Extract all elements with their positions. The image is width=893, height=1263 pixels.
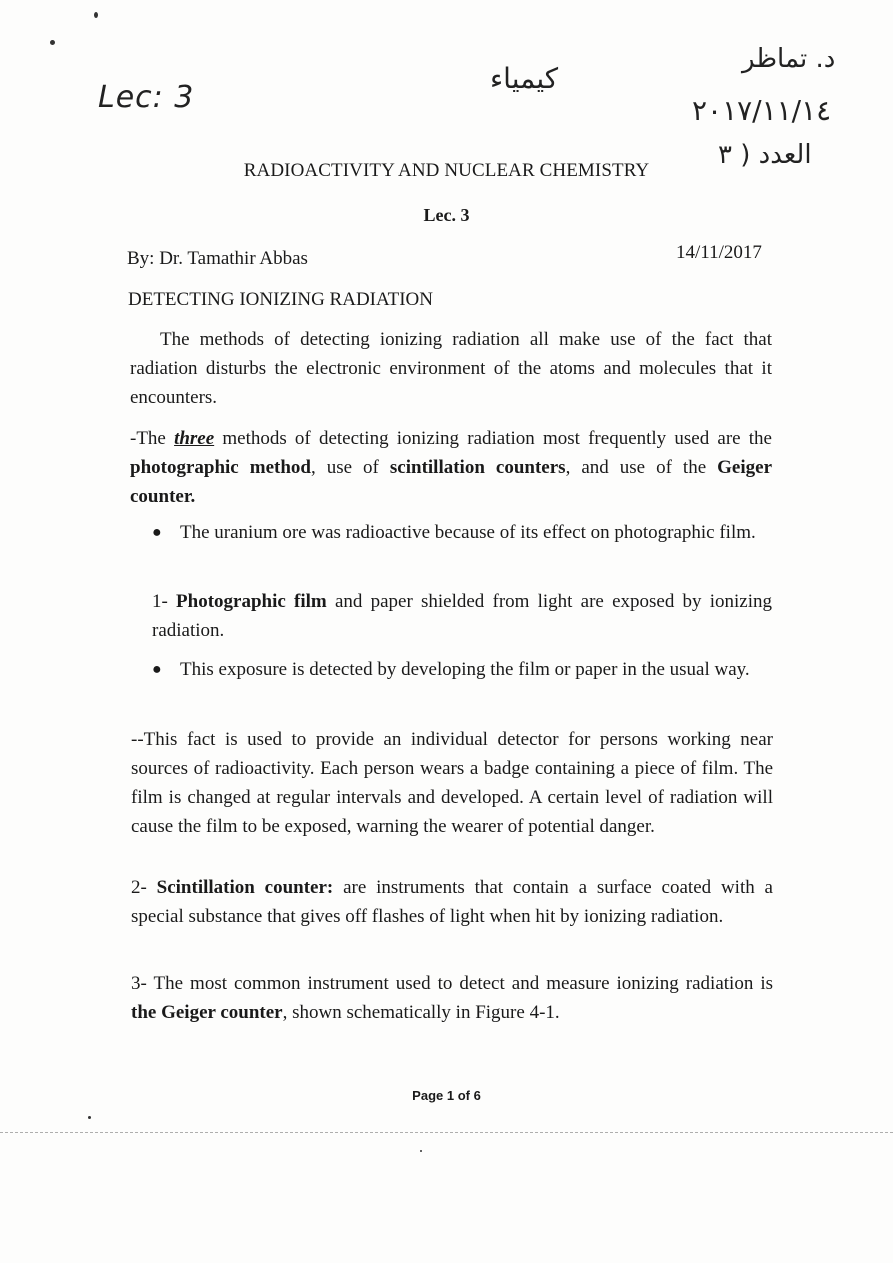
three-text-2: , use of: [310, 457, 390, 478]
lecture-date: 14/11/2017: [676, 242, 762, 263]
handwritten-date-note: ٢٠١٧/١١/١٤: [692, 94, 832, 127]
geiger-counter-term: Geiger counter.: [130, 457, 772, 507]
badge-paragraph: --This fact is used to provide an individual detector for persons working near sources of radioactivity. Each person wears a badge containing a piece of film. The film is changed at regular intervals and developed. A certain level of radiation will cause the film to be exposed, warning the wearer of potential danger.: [131, 729, 773, 837]
scintillation-paragraph: [131, 873, 773, 931]
photographic-film-paragraph: [152, 587, 772, 645]
photo-text: and paper shielded from light are exposed by ionizing radiation.: [152, 591, 772, 641]
page-footer: Page 1 of 6: [412, 1088, 481, 1103]
handwritten-subject-note: كيمياء: [490, 62, 559, 95]
scan-divider: [0, 1132, 893, 1133]
scintillation-counter-term: Scintillation counter:: [156, 877, 334, 898]
bullet-uranium: [152, 518, 774, 578]
handwritten-number-note: العدد ( ٣: [718, 140, 812, 170]
lecture-number: Lec. 3: [423, 205, 470, 225]
scint-prefix: 2-: [131, 877, 157, 898]
author-line: By: Dr. Tamathir Abbas: [127, 248, 308, 269]
geiger-text: , shown schematically in Figure 4-1.: [282, 1002, 560, 1023]
section-heading: DETECTING IONIZING RADIATION: [128, 289, 433, 310]
geiger-counter-name: the Geiger counter: [131, 1002, 283, 1023]
handwritten-lecture-note: Lec: 3: [98, 80, 195, 115]
intro-paragraph: The methods of detecting ionizing radiation all make use of the fact that radiation disturbs the electronic environment of the atoms and molecules that it encounters.: [130, 329, 772, 408]
bullet-dot-icon: ●: [152, 661, 162, 678]
scint-text: are instruments that contain a surface coated with a special substance that gives off flashes of light when hit by ionizing radiation.: [131, 877, 773, 927]
bullet-uranium-text: The uranium ore was radioactive because of its effect on photographic film.: [180, 522, 756, 543]
bullet-exposure: [152, 655, 774, 715]
three-text-1: methods of detecting ionizing radiation most frequently used are the: [214, 428, 772, 449]
photographic-method-term: photographic method: [130, 457, 311, 478]
bullet-exposure-text: This exposure is detected by developing the film or paper in the usual way.: [180, 659, 750, 680]
document-title: RADIOACTIVITY AND NUCLEAR CHEMISTRY: [243, 160, 650, 181]
three-methods-paragraph: [130, 424, 772, 511]
photo-prefix: 1-: [152, 591, 177, 612]
geiger-paragraph: [131, 969, 773, 1027]
scintillation-counters-term: scintillation counters: [389, 457, 566, 478]
scan-speck: [94, 12, 98, 18]
bullet-dot-icon: ●: [152, 524, 162, 541]
handwritten-doctor-note: د. تماظر: [742, 44, 836, 74]
scan-speck: [50, 40, 55, 45]
three-emphasis: three: [174, 428, 215, 449]
scan-speck: [88, 1116, 91, 1119]
three-prefix: -The: [130, 428, 175, 449]
three-text-3: , and use of the: [565, 457, 718, 478]
photographic-film-term: Photographic film: [176, 591, 327, 612]
scan-speck: [420, 1150, 422, 1152]
geiger-prefix: 3- The most common instrument used to detect and measure ionizing radiation is: [131, 973, 773, 994]
